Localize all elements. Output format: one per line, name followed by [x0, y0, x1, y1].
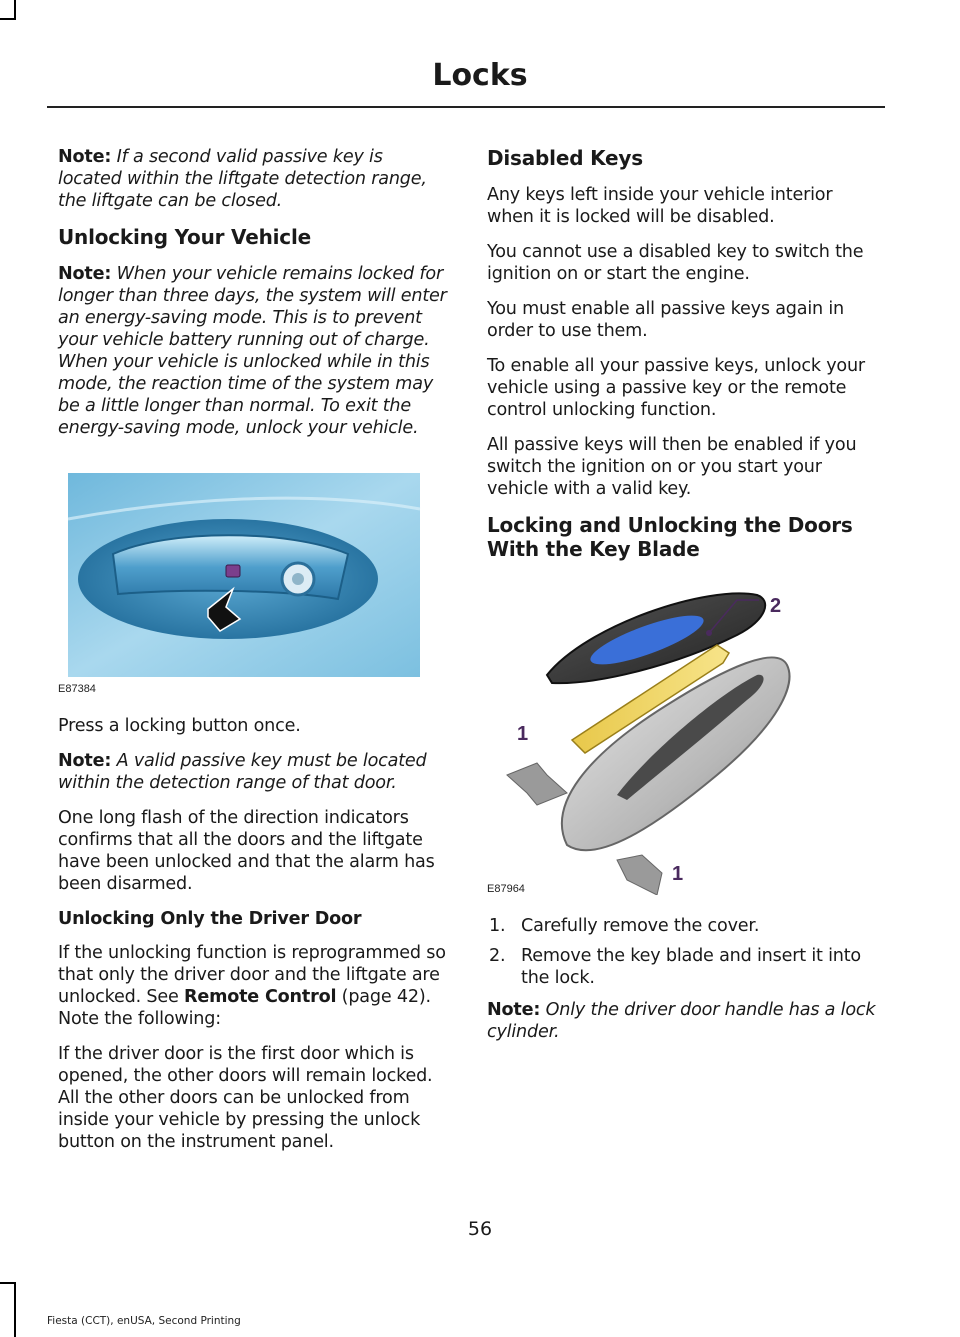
list-item: [487, 945, 882, 989]
note-label: Note:: [58, 264, 112, 284]
driver-door-first-text: If the driver door is the first door which is opened, the other doors will remain locked. All the other doors can be unlocked from inside your vehicle by pressing the unlock button on the instrument panel.: [58, 1044, 433, 1152]
figure-key-blade: [487, 575, 882, 895]
note-detection-range: [58, 750, 450, 794]
left-column: [58, 146, 450, 1166]
press-locking-button: Press a locking button once.: [58, 716, 301, 736]
crop-mark-bottom-left-h: [0, 1282, 16, 1284]
disabled-p5: All passive keys will then be enabled if you switch the ignition on or you start your vehicle with a valid key.: [487, 435, 857, 499]
reprogrammed-text-b: (page 42). Note the following:: [58, 987, 431, 1029]
note-label: Note:: [487, 1000, 541, 1020]
note-text: If a second valid passive key is located within the liftgate detection range, the liftgate can be closed.: [58, 147, 427, 211]
callout-1-bottom: 1: [672, 863, 684, 885]
header-rule: [47, 106, 885, 108]
reprogrammed-text: [58, 942, 450, 1030]
disabled-p2: You cannot use a disabled key to switch the ignition on or start the engine.: [487, 242, 864, 284]
right-column: [487, 146, 882, 1056]
key-blade-steps: [487, 915, 882, 989]
page-number: 56: [467, 1218, 493, 1240]
note-text: When your vehicle remains locked for longer than three days, the system will enter an energy-saving mode. This is to prevent your vehicle battery running out of charge. When your vehicle is unlocked while in this mode, the reaction time of the system may be a little longer than normal. To exit the energy-saving mode, unlock your vehicle.: [58, 264, 447, 438]
disabled-p3: You must enable all passive keys again in order to use them.: [487, 299, 844, 341]
callout-1-left: 1: [517, 723, 529, 745]
note-liftgate: [58, 146, 450, 212]
note-text: A valid passive key must be located within the detection range of that door.: [58, 751, 427, 793]
key-blade-illustration: [487, 575, 882, 895]
heading-unlocking-your-vehicle: Unlocking Your Vehicle: [58, 225, 311, 249]
step-text: Remove the key blade and insert it into the lock.: [521, 946, 861, 988]
heading-key-blade: Locking and Unlocking the Doors With the Key Blade: [487, 513, 853, 561]
step-number: 1.: [489, 916, 506, 936]
heading-unlocking-driver-door: Unlocking Only the Driver Door: [58, 909, 362, 929]
list-item: [487, 915, 882, 937]
door-handle-illustration: [58, 459, 450, 695]
figure-code: E87964: [487, 883, 525, 895]
heading-disabled-keys: Disabled Keys: [487, 146, 643, 170]
note-lock-cylinder: [487, 999, 882, 1043]
crop-mark-top-left-h: [0, 18, 16, 20]
step-text: Carefully remove the cover.: [521, 916, 760, 936]
note-energy-saving: [58, 263, 450, 439]
crop-mark-top-left-v: [14, 0, 16, 20]
callout-2: 2: [770, 595, 782, 617]
step-number: 2.: [489, 946, 506, 966]
page-title: Locks: [432, 58, 528, 93]
edition-footer: Fiesta (CCT), enUSA, Second Printing: [47, 1315, 241, 1327]
figure-door-handle: [58, 459, 450, 695]
note-label: Note:: [58, 751, 112, 771]
note-label: Note:: [58, 147, 112, 167]
disabled-p4: To enable all your passive keys, unlock your vehicle using a passive key or the remote control unlocking function.: [487, 356, 865, 420]
figure-code: E87384: [58, 683, 96, 695]
note-text: Only the driver door handle has a lock cylinder.: [487, 1000, 876, 1042]
flash-confirm-text: One long flash of the direction indicators confirms that all the doors and the liftgate have been unlocked and that the alarm has been disarmed.: [58, 808, 435, 894]
disabled-p1: Any keys left inside your vehicle interior when it is locked will be disabled.: [487, 185, 833, 227]
reprogrammed-text-a: If the unlocking function is reprogrammed so that only the driver door and the liftgate are unlocked. See: [58, 943, 446, 1007]
crop-mark-bottom-left-v: [14, 1282, 16, 1337]
remote-control-link[interactable]: Remote Control: [183, 987, 337, 1007]
